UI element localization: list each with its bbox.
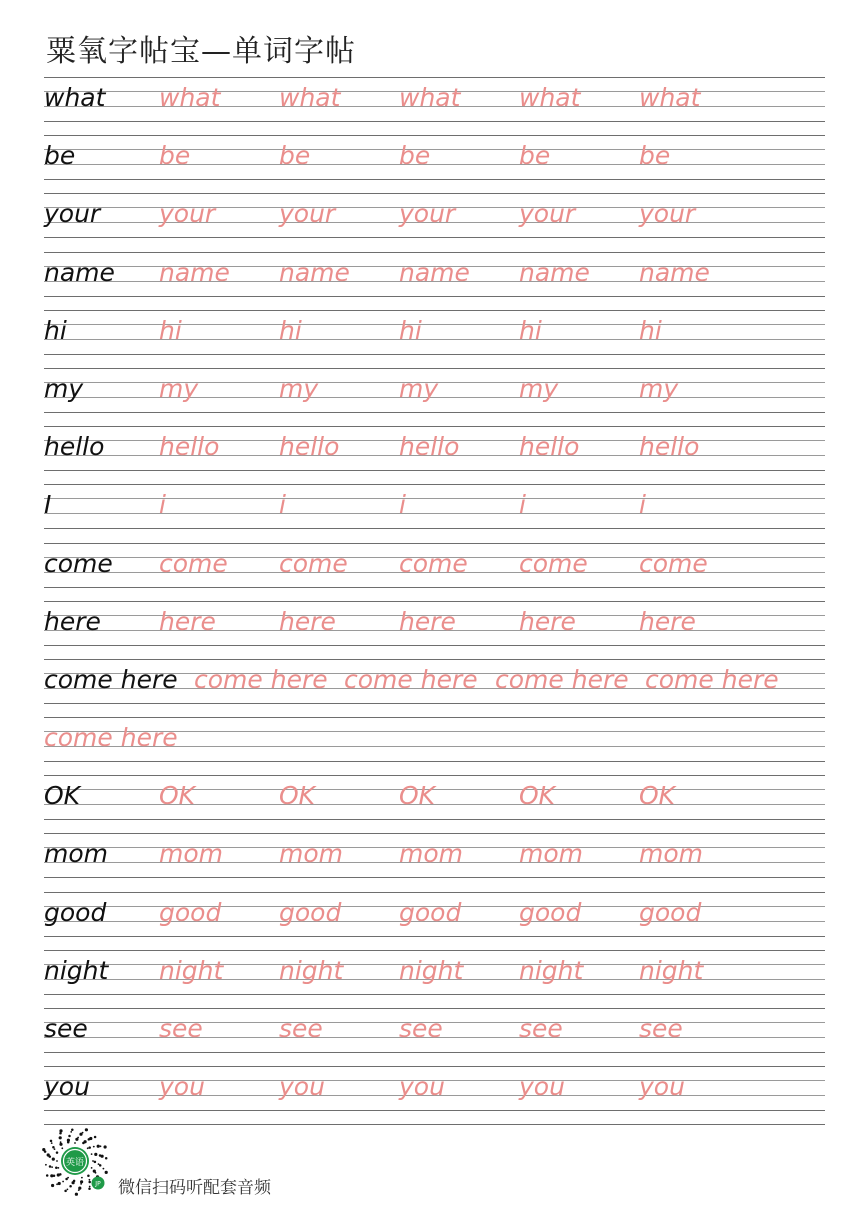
ruled-line	[44, 717, 825, 718]
trace-word: be	[519, 141, 551, 171]
trace-word: my	[279, 373, 319, 403]
trace-word: come	[279, 548, 348, 578]
ruled-line	[44, 601, 825, 602]
ruled-line	[44, 1008, 825, 1009]
ruled-line	[44, 310, 825, 311]
trace-word: your	[639, 199, 696, 229]
practice-row	[44, 426, 825, 484]
trace-word: come	[519, 548, 588, 578]
trace-word: see	[159, 1014, 203, 1043]
trace-word: come here	[645, 664, 779, 694]
trace-word: OK	[159, 781, 196, 811]
trace-word: i	[159, 490, 166, 520]
ruled-line	[44, 892, 825, 893]
qr-badge-text: 英语	[65, 1158, 85, 1168]
trace-word: see	[399, 1014, 443, 1043]
trace-word: come	[159, 548, 228, 578]
trace-word: come	[399, 548, 468, 578]
qr-small-badge-text: JP	[95, 1180, 101, 1188]
ruled-line	[44, 528, 825, 529]
ruled-line	[44, 994, 825, 995]
practice-row	[44, 892, 825, 950]
trace-word: your	[519, 199, 576, 229]
trace-word: hi	[399, 315, 422, 345]
trace-word: what	[159, 83, 221, 112]
ruled-line	[44, 193, 825, 194]
trace-word: hello	[399, 432, 460, 462]
trace-word: you	[639, 1072, 685, 1102]
trace-word: hi	[279, 315, 302, 345]
trace-word: i	[639, 490, 646, 520]
practice-row	[44, 1066, 825, 1124]
trace-word: be	[639, 141, 671, 171]
trace-word: see	[519, 1014, 563, 1043]
model-word: come	[44, 548, 113, 578]
practice-row	[44, 135, 825, 193]
model-word: mom	[44, 839, 109, 869]
practice-row	[44, 1008, 825, 1066]
trace-word: what	[279, 83, 341, 112]
ruled-line	[44, 645, 825, 646]
ruled-line	[44, 936, 825, 937]
ruled-line	[44, 587, 825, 588]
trace-word: mom	[639, 839, 704, 869]
trace-word: OK	[639, 781, 676, 811]
model-word: hello	[44, 432, 105, 462]
trace-word: what	[399, 83, 461, 112]
trace-word: name	[279, 257, 350, 287]
trace-word: see	[279, 1014, 323, 1043]
ruled-line	[44, 1110, 825, 1111]
trace-word: i	[399, 490, 406, 520]
trace-word: be	[399, 141, 431, 171]
ruled-line	[44, 252, 825, 253]
trace-word: night	[519, 955, 584, 985]
trace-word: come here	[344, 664, 478, 694]
trace-word: hello	[639, 432, 700, 462]
trace-word: hi	[159, 315, 182, 345]
trace-word: night	[159, 955, 224, 985]
model-word: come here	[44, 664, 178, 694]
model-word: your	[44, 199, 101, 229]
ruled-line	[44, 470, 825, 471]
trace-word: good	[639, 897, 702, 927]
trace-word: hello	[519, 432, 580, 462]
practice-row	[44, 717, 825, 775]
trace-word: here	[519, 606, 576, 636]
qr-code-icon[interactable]	[40, 1127, 110, 1197]
ruled-line	[44, 354, 825, 355]
trace-word: my	[159, 373, 199, 403]
ruled-line	[44, 761, 825, 762]
practice-row	[44, 601, 825, 659]
trace-word: my	[639, 373, 679, 403]
practice-row	[44, 368, 825, 426]
ruled-line	[44, 703, 825, 704]
trace-word: mom	[159, 839, 224, 869]
ruled-line	[44, 77, 825, 78]
ruled-line	[44, 368, 825, 369]
model-word: night	[44, 955, 109, 985]
practice-row	[44, 659, 825, 717]
practice-row	[44, 310, 825, 368]
trace-word: my	[399, 373, 439, 403]
practice-row	[44, 77, 825, 135]
model-word: I	[44, 490, 52, 520]
trace-word: hello	[159, 432, 220, 462]
trace-word: come here	[194, 664, 328, 694]
trace-word: OK	[399, 781, 436, 811]
model-word: you	[44, 1072, 90, 1102]
ruled-line	[44, 1066, 825, 1067]
trace-word: night	[639, 955, 704, 985]
page-title: 粟氧字帖宝—单词字帖	[46, 34, 356, 69]
trace-word: what	[519, 83, 581, 112]
trace-word: your	[399, 199, 456, 229]
trace-word: be	[159, 141, 191, 171]
practice-row	[44, 833, 825, 891]
trace-word: night	[399, 955, 464, 985]
practice-row	[44, 193, 825, 251]
trace-word: name	[159, 257, 230, 287]
ruled-line	[44, 819, 825, 820]
practice-row	[44, 543, 825, 601]
model-word: my	[44, 373, 84, 403]
ruled-line	[44, 135, 825, 136]
ruled-line	[44, 775, 825, 776]
model-word: good	[44, 897, 107, 927]
trace-word: i	[279, 490, 286, 520]
trace-word: here	[159, 606, 216, 636]
trace-word: what	[639, 83, 701, 112]
trace-word: you	[399, 1072, 445, 1102]
practice-row	[44, 252, 825, 310]
trace-word: name	[399, 257, 470, 287]
trace-word: mom	[399, 839, 464, 869]
ruled-line	[44, 543, 825, 544]
trace-word: you	[279, 1072, 325, 1102]
practice-row	[44, 484, 825, 542]
ruled-line	[44, 237, 825, 238]
practice-sheet	[44, 77, 825, 1125]
trace-word: come	[639, 548, 708, 578]
ruled-line	[44, 121, 825, 122]
trace-word: hello	[279, 432, 340, 462]
ruled-line	[44, 426, 825, 427]
trace-word: good	[159, 897, 222, 927]
model-word: what	[44, 83, 106, 112]
trace-word: i	[519, 490, 526, 520]
ruled-line	[44, 877, 825, 878]
model-word: see	[44, 1014, 88, 1043]
model-word: OK	[44, 781, 81, 811]
model-word: hi	[44, 315, 67, 345]
trace-word: here	[399, 606, 456, 636]
model-word: here	[44, 606, 101, 636]
trace-word: hi	[519, 315, 542, 345]
ruled-line	[44, 833, 825, 834]
trace-word: here	[279, 606, 336, 636]
trace-word: OK	[519, 781, 556, 811]
trace-word: hi	[639, 315, 662, 345]
ruled-line	[44, 1124, 825, 1125]
trace-word: good	[279, 897, 342, 927]
model-word: be	[44, 141, 76, 171]
trace-word: come here	[495, 664, 629, 694]
trace-word: see	[639, 1014, 683, 1043]
ruled-line	[44, 296, 825, 297]
trace-word: night	[279, 955, 344, 985]
ruled-line	[44, 179, 825, 180]
trace-word: your	[279, 199, 336, 229]
trace-word: you	[159, 1072, 205, 1102]
footer	[40, 1127, 440, 1197]
footer-audio-text: 微信扫码听配套音频	[118, 1178, 271, 1198]
practice-row	[44, 950, 825, 1008]
ruled-line	[44, 412, 825, 413]
trace-word: name	[519, 257, 590, 287]
trace-word: mom	[279, 839, 344, 869]
ruled-line	[44, 659, 825, 660]
practice-row	[44, 775, 825, 833]
ruled-line	[44, 484, 825, 485]
trace-word: you	[519, 1072, 565, 1102]
model-word: name	[44, 257, 115, 287]
trace-word: be	[279, 141, 311, 171]
trace-word: my	[519, 373, 559, 403]
trace-word: name	[639, 257, 710, 287]
trace-word: your	[159, 199, 216, 229]
ruled-line	[44, 1052, 825, 1053]
trace-word: here	[639, 606, 696, 636]
trace-word: OK	[279, 781, 316, 811]
trace-word: mom	[519, 839, 584, 869]
trace-word: come here	[44, 723, 178, 753]
trace-word: good	[519, 897, 582, 927]
trace-word: good	[399, 897, 462, 927]
ruled-line	[44, 950, 825, 951]
